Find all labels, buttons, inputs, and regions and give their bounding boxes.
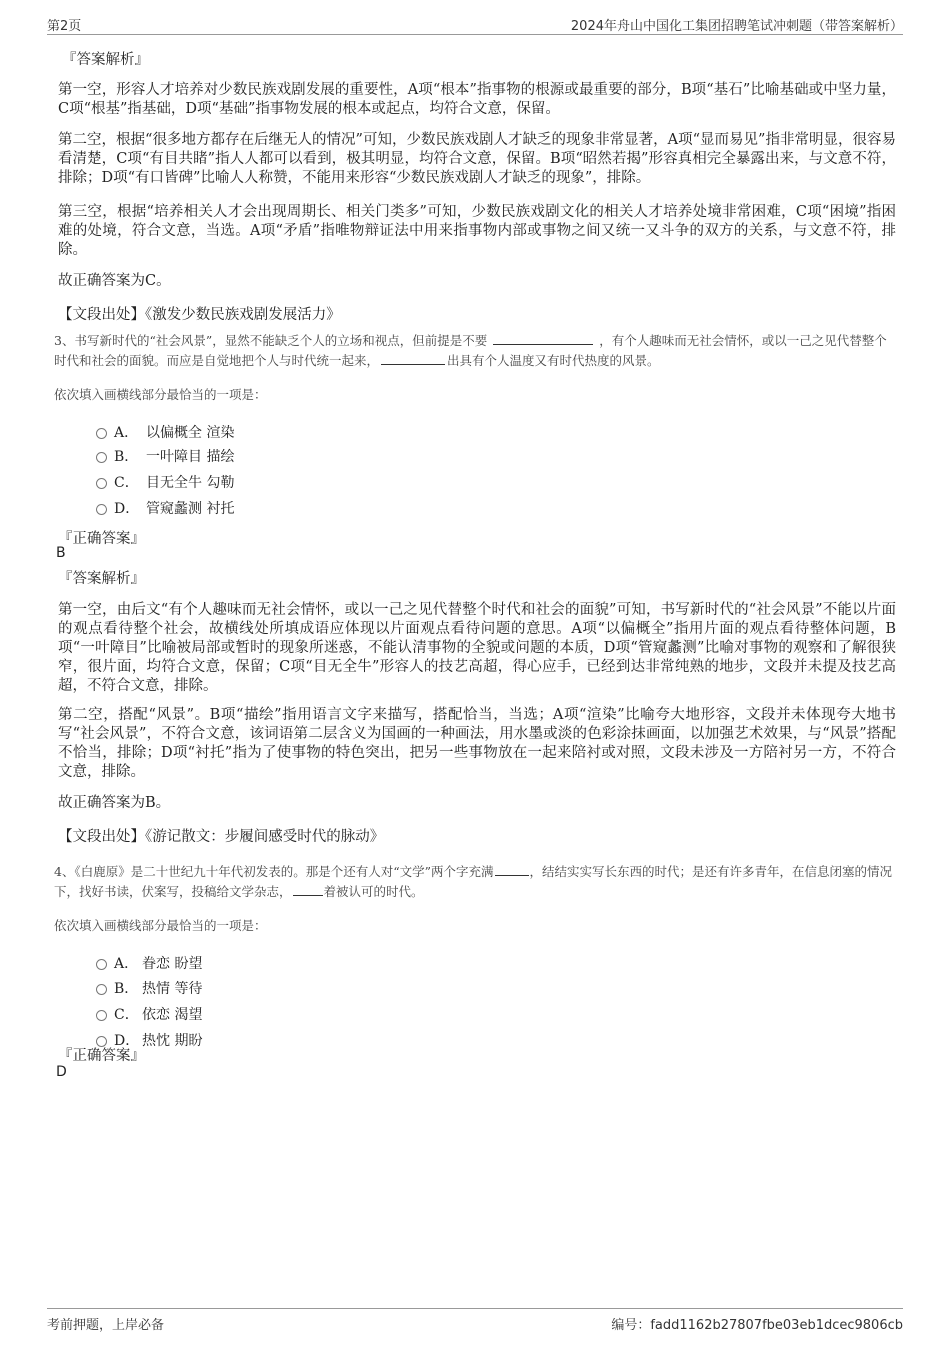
answer-blank (293, 883, 323, 896)
question-4-prompt: 依次填入画横线部分最恰当的一项是： (54, 918, 267, 933)
radio-button[interactable] (96, 478, 107, 489)
page-footer (47, 1308, 903, 1331)
answer-blank (493, 332, 593, 345)
question-3-prompt: 依次填入画横线部分最恰当的一项是： (54, 387, 267, 402)
analysis-paragraph-1: 第一空，形容人才培养对少数民族戏剧发展的重要性，A项“根本”指事物的根源或最重要的部分，B项“基石”比喻基础或中坚力量，C项“根基”指基础，D项“基础”指事物发展的根本或起点，均符合文意，保留。 (58, 82, 896, 117)
question-3-text: 3、书写新时代的“社会风景”，显然不能缺乏个人的立场和视点，但前提是不要 ，有个人趣味而无社会情怀，或以一己之见代替整个时代和社会的面貌。而应是自觉地把个人与时代统一起来， 出具有个人温度又有时代热度的风景。 (54, 333, 887, 368)
analysis-label: 『答案解析』 (58, 571, 145, 587)
radio-button[interactable] (96, 452, 107, 463)
footer-slogan: 考前押题，上岸必备 (47, 1318, 165, 1333)
analysis-label: 『答案解析』 (62, 52, 149, 68)
analysis-paragraph-2: 第二空，根据“很多地方都存在后继无人的情况”可知，少数民族戏剧人才缺乏的现象非常显著，A项“显而易见”指非常明显，很容易看清楚，C项“有目共睹”指人人都可以看到，极其明显，均符合文意，保留。B项“昭然若揭”形容真相完全暴露出来，与文意不符，排除；D项“有口皆碑”比喻人人称赞，不能用来形容“少数民族戏剧人才缺乏的现象”，排除。 (58, 132, 896, 186)
document-id: 编号：fadd1162b27807fbe03eb1dcec9806cb (611, 1318, 903, 1333)
source-citation: 【文段出处】《激发少数民族戏剧发展活力》 (58, 307, 341, 323)
source-citation: 【文段出处】《游记散文：步履间感受时代的脉动》 (58, 829, 385, 845)
correct-answer: D (56, 1064, 67, 1080)
conclusion: 故正确答案为B。 (58, 795, 171, 811)
analysis-paragraph-3: 第三空，根据“培养相关人才会出现周期长、相关门类多”可知，少数民族戏剧文化的相关人才培养处境非常困难，C项“困境”指困难的处境，符合文意，当选。A项“矛盾”指唯物辩证法中用来指事物内部或事物之间又统一又斗争的双方的关系，与文意不符，排除。 (58, 204, 896, 258)
correct-answer-label: 『正确答案』 (58, 531, 145, 547)
page-number: 第2页 (47, 19, 82, 34)
page-header (47, 14, 903, 35)
analysis-paragraph-1: 第一空，由后文“有个人趣味而无社会情怀，或以一己之见代替整个时代和社会的面貌”可知，书写新时代的“社会风景”不能以片面的观点看待整个社会，故横线处所填成语应体现以片面观点看待问题的意思。A项“以偏概全”指用片面的观点看待整体问题，B项“一叶障目”比喻被局部或暂时的现象所迷惑，不能认清事物的全貌或问题的本质，D项“管窥蠡测”比喻对事物的观察和了解很狭窄，很片面，均符合文意，保留；C项“目无全牛”形容人的技艺高超，得心应手，已经到达非常纯熟的地步，文段并未提及技艺高超，不符合文意，排除。 (58, 602, 896, 694)
conclusion: 故正确答案为C。 (58, 273, 171, 289)
radio-button[interactable] (96, 984, 107, 995)
answer-blank (381, 352, 445, 365)
analysis-paragraph-2: 第二空，搭配“风景”。B项“描绘”指用语言文字来描写，搭配恰当，当选；A项“渲染”比喻夸大地形容，文段并未体现夸大地书写“社会风景”，不符合文意，该词语第二层含义为国画的一种画法，用水墨或淡的色彩涂抹画面，以加强艺术效果，与“风景”搭配不恰当，排除；D项“衬托”指为了使事物的特色突出，把另一些事物放在一起来陪衬或对照，文段未涉及一方陪衬另一方，不符合文意，排除。 (58, 707, 896, 780)
document-title: 2024年舟山中国化工集团招聘笔试冲刺题（带答案解析） (570, 19, 903, 34)
radio-button[interactable] (96, 428, 107, 439)
correct-answer: B (56, 545, 66, 561)
radio-button[interactable] (96, 504, 107, 515)
question-4-text: 4、《白鹿原》是二十世纪九十年代初发表的。那是个还有人对“文学”两个字充满 ，结结实实写长东西的时代；是还有许多青年，在信息闭塞的情况下，找好书读，伏案写，投稿给文学杂志， 着被认可的时代。 (54, 864, 893, 899)
answer-blank (495, 863, 529, 876)
radio-button[interactable] (96, 1010, 107, 1021)
correct-answer-label: 『正确答案』 (58, 1048, 145, 1064)
radio-button[interactable] (96, 959, 107, 970)
